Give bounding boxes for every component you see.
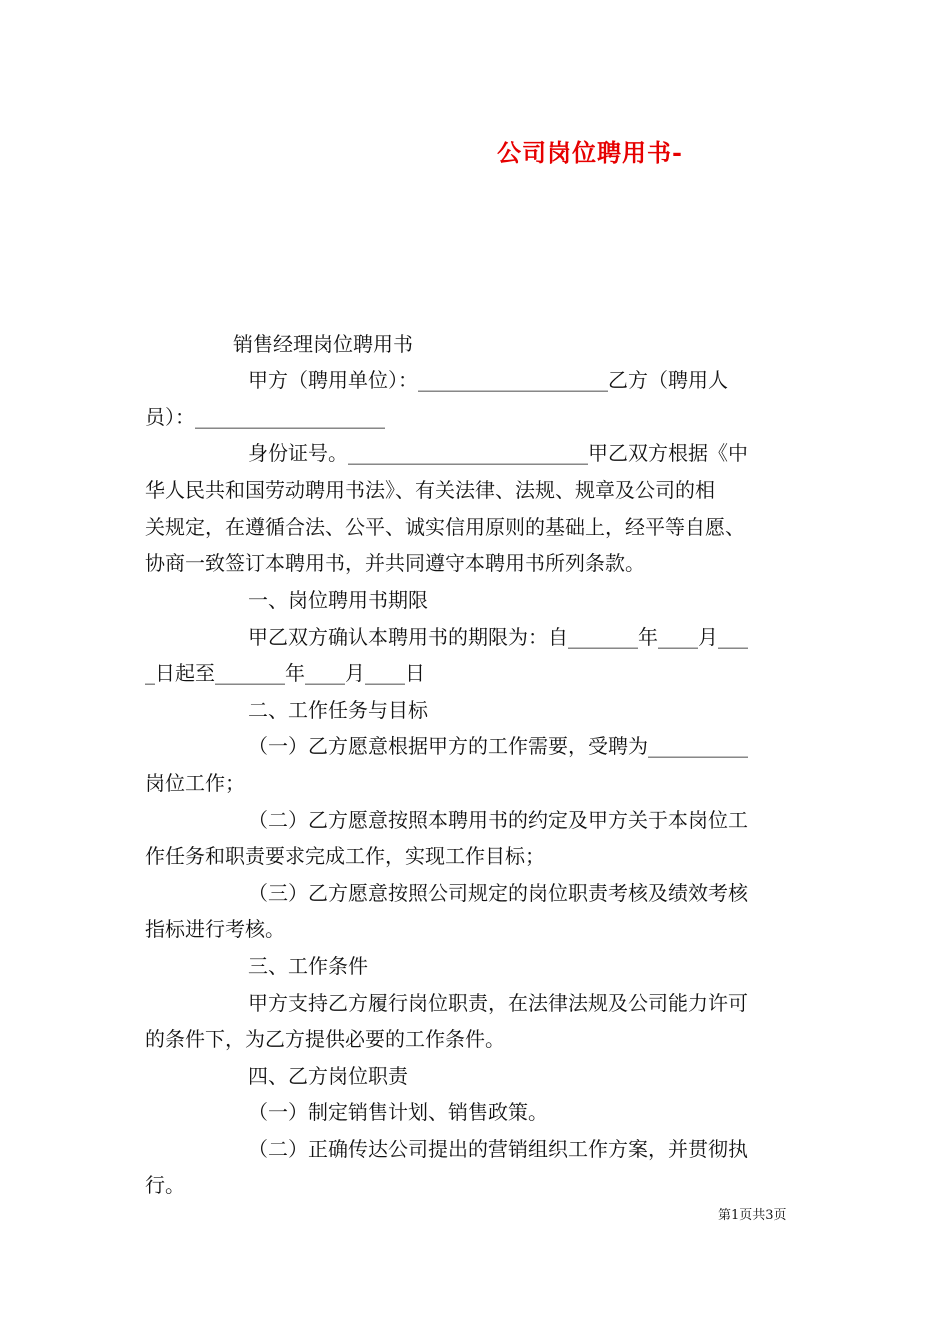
paragraph-line: （二）正确传达公司提出的营销组织工作方案，并贯彻执 <box>248 1137 748 1161</box>
page-number: 第1页共3页 <box>718 1208 787 1223</box>
section-heading: 一、岗位聘用书期限 <box>248 588 428 612</box>
paragraph-line: 甲乙双方确认本聘用书的期限为：自_______年____月___ <box>248 625 748 649</box>
section-heading: 三、工作条件 <box>248 954 368 978</box>
document-title: 公司岗位聘用书- <box>497 138 683 167</box>
paragraph-line: （二）乙方愿意按照本聘用书的约定及甲方关于本岗位工 <box>248 808 748 832</box>
paragraph-line: 甲方（聘用单位）：___________________乙方（聘用人 <box>248 368 728 392</box>
paragraph-line: （一）制定销售计划、销售政策。 <box>248 1100 548 1124</box>
paragraph-line: 指标进行考核。 <box>145 917 285 941</box>
paragraph-line: 身份证号。________________________甲乙双方根据《中 <box>248 441 748 465</box>
paragraph-line: _日起至_______年____月____日 <box>145 661 425 685</box>
paragraph-line: 岗位工作； <box>145 771 245 795</box>
paragraph-line: （三）乙方愿意按照公司规定的岗位职责考核及绩效考核 <box>248 881 748 905</box>
paragraph-line: 协商一致签订本聘用书，并共同遵守本聘用书所列条款。 <box>145 551 645 575</box>
paragraph-line: 的条件下，为乙方提供必要的工作条件。 <box>145 1027 505 1051</box>
paragraph-line: 作任务和职责要求完成工作，实现工作目标； <box>145 844 545 868</box>
paragraph-line: 行。 <box>145 1173 185 1197</box>
paragraph-line: （一）乙方愿意根据甲方的工作需要，受聘为__________ <box>248 734 748 758</box>
section-heading: 二、工作任务与目标 <box>248 698 428 722</box>
paragraph-line: 华人民共和国劳动聘用书法》、有关法律、法规、规章及公司的相 <box>145 478 715 502</box>
subtitle: 销售经理岗位聘用书 <box>233 332 413 356</box>
paragraph-line: 员）：___________________ <box>145 405 385 429</box>
paragraph-line: 甲方支持乙方履行岗位职责，在法律法规及公司能力许可 <box>248 991 748 1015</box>
section-heading: 四、乙方岗位职责 <box>248 1064 408 1088</box>
paragraph-line: 关规定，在遵循合法、公平、诚实信用原则的基础上，经平等自愿、 <box>145 515 745 539</box>
